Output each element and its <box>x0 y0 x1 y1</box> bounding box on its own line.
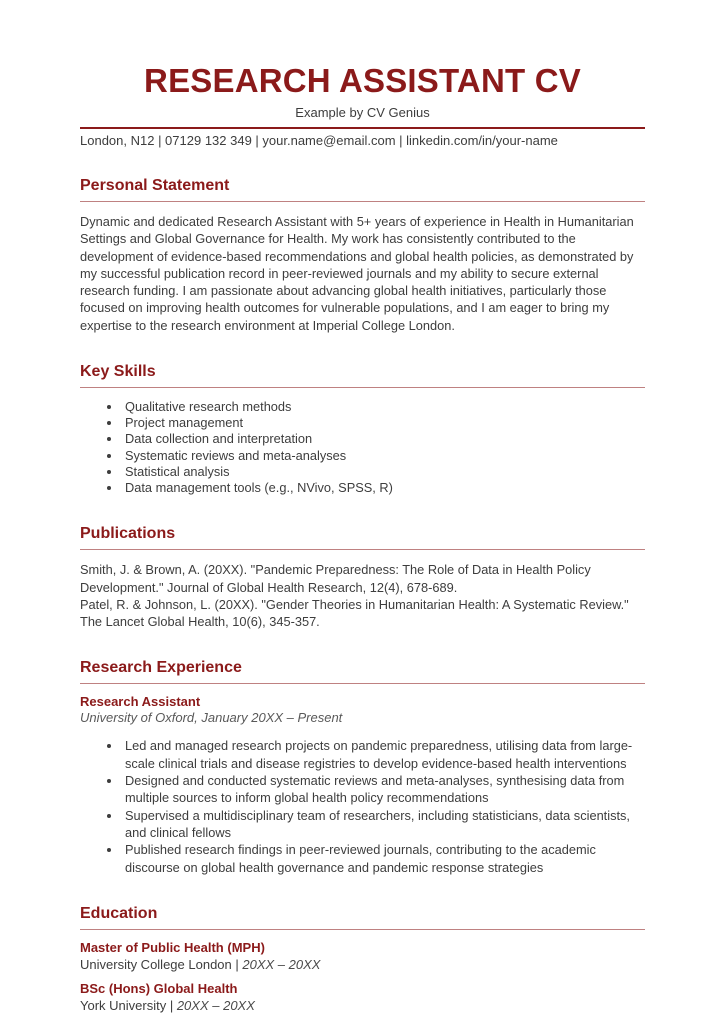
section-research-experience <box>80 659 645 875</box>
skill-item: • Systematic reviews and meta-analyses <box>122 448 645 464</box>
degree-dates: 20XX – 20XX <box>242 956 321 972</box>
job-title: Research Assistant <box>80 694 201 710</box>
job-bullet-item: • Designed and conducted systematic reviews and meta-analyses, synthesising data from multiple sources to inform global health policy recommendations <box>122 772 645 807</box>
key-skills-heading: Key Skills <box>80 363 645 388</box>
degree-title: Master of Public Health (MPH) <box>80 939 265 955</box>
skill-item: • Qualitative research methods <box>122 399 645 415</box>
skill-item: • Data management tools (e.g., NVivo, SPSS, R) <box>122 480 645 496</box>
degree-detail <box>80 998 645 1013</box>
degree-dates: 20XX – 20XX <box>176 997 255 1013</box>
section-publications <box>80 525 645 630</box>
section-education <box>80 905 645 1013</box>
job-bullets-list <box>80 737 645 875</box>
education-entry <box>80 940 645 972</box>
publications-heading: Publications <box>80 525 645 550</box>
page-subtitle: Example by CV Genius <box>295 104 430 120</box>
education-entry <box>80 981 645 1013</box>
section-key-skills <box>80 363 645 496</box>
personal-statement-body: Dynamic and dedicated Research Assistant with 5+ years of experience in Health in Humanitarian Settings and Global Governance for Health. My work has consistently contributed to the development of evidence-based recommendations and global health policies, as demonstrated by my successful publication record in peer-reviewed journals and my ability to secure external research funding. I am passionate about advancing global health initiatives, particularly those focused on improving health outcomes for vulnerable populations, and I am eager to bring my expertise to the research environment at Imperial College London. <box>80 213 634 333</box>
school-name: University College London | <box>80 956 239 972</box>
section-personal-statement <box>80 177 645 334</box>
header-divider <box>80 127 645 129</box>
degree-detail <box>80 957 645 972</box>
school-name: York University | <box>80 997 174 1013</box>
education-heading: Education <box>80 905 645 930</box>
publication-entry: Smith, J. & Brown, A. (20XX). "Pandemic Preparedness: The Role of Data in Health Policy Development." Journal of Global Health Research, 12(4), 678-689. <box>80 562 591 595</box>
education-list <box>80 940 645 1013</box>
page-title: RESEARCH ASSISTANT CV <box>144 62 581 99</box>
job-bullet-item: • Supervised a multidisciplinary team of researchers, including statisticians, data scientists, and clinical fellows <box>122 807 645 842</box>
skill-item: • Data collection and interpretation <box>122 431 645 447</box>
publication-entry: Patel, R. & Johnson, L. (20XX). "Gender Theories in Humanitarian Health: A Systematic Review." The Lancet Global Health, 10(6), 345-357. <box>80 596 629 630</box>
skill-item: • Project management <box>122 415 645 431</box>
cv-header <box>80 62 645 148</box>
publications-list <box>80 561 645 630</box>
degree-title: BSc (Hons) Global Health <box>80 980 238 996</box>
job-bullet-item: • Published research findings in peer-reviewed journals, contributing to the academic discourse on global health governance and pandemic response strategies <box>122 841 645 876</box>
personal-statement-heading: Personal Statement <box>80 177 645 202</box>
contact-line: London, N12 | 07129 132 349 | your.name@email.com | linkedin.com/in/your-name <box>80 132 558 148</box>
job-org-dates: University of Oxford, January 20XX – Present <box>80 710 343 726</box>
research-experience-heading: Research Experience <box>80 659 645 684</box>
job-bullet-item: • Led and managed research projects on pandemic preparedness, utilising data from large-scale clinical trials and disease registries to develop evidence-based health interventions <box>122 737 645 772</box>
skill-item: • Statistical analysis <box>122 464 645 480</box>
key-skills-list <box>80 399 645 496</box>
